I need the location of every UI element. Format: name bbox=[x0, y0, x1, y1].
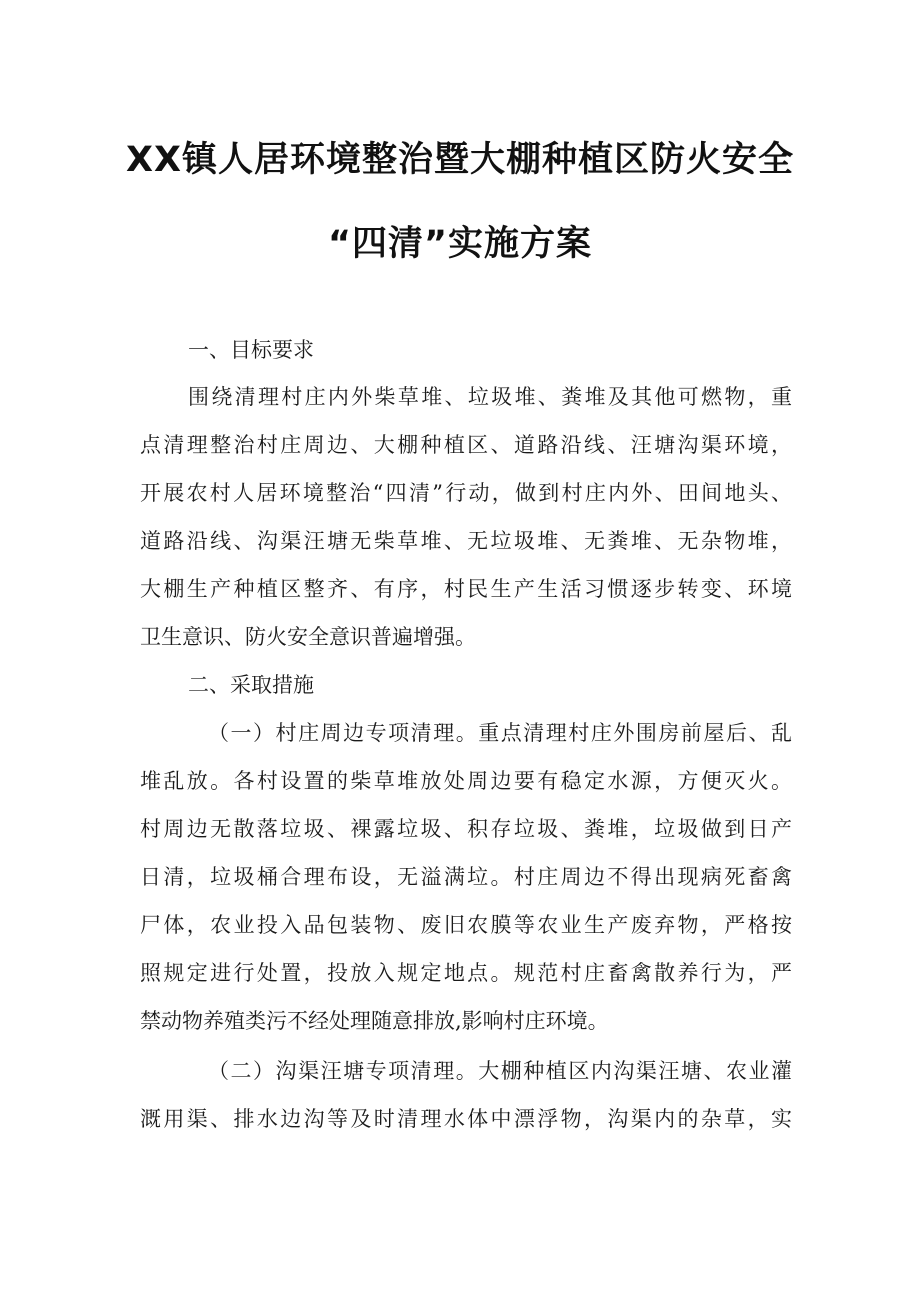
paragraph-line: 大棚生产种植区整齐、有序，村民生产生活习惯逐步转变、环境 bbox=[140, 577, 792, 601]
section-heading-measures: 二、采取措施 bbox=[188, 673, 314, 697]
paragraph-line: 点清理整治村庄周边、大棚种植区、道路沿线、汪塘沟渠环境， bbox=[140, 433, 792, 457]
paragraph-line: 尸体，农业投入品包装物、废旧农膜等农业生产废弃物，严格按 bbox=[140, 913, 792, 937]
paragraph-line: 照规定进行处置，投放入规定地点。规范村庄畜禽散养行为，严 bbox=[140, 961, 792, 985]
paragraph-line: 道路沿线、沟渠汪塘无柴草堆、无垃圾堆、无粪堆、无杂物堆， bbox=[140, 529, 792, 553]
document-title-line-1: XX镇人居环境整治暨大棚种植区防火安全 bbox=[126, 140, 794, 180]
paragraph-line: 日清，垃圾桶合理布设，无溢满垃。村庄周边不得出现病死畜禽 bbox=[140, 865, 792, 889]
paragraph-line: 溉用渠、排水边沟等及时清理水体中漂浮物，沟渠内的杂草，实 bbox=[140, 1107, 792, 1131]
document-title-line-2: “四清”实施方案 bbox=[327, 224, 592, 264]
paragraph-line: 禁动物养殖类污不经处理随意排放,影响村庄环境。 bbox=[140, 1009, 609, 1033]
paragraph-line: 围绕清理村庄内外柴草堆、垃圾堆、粪堆及其他可燃物，重 bbox=[188, 385, 792, 409]
paragraph-line: （二）沟渠汪塘专项清理。大棚种植区内沟渠汪塘、农业灌 bbox=[208, 1059, 792, 1083]
paragraph-line: 村周边无散落垃圾、裸露垃圾、积存垃圾、粪堆，垃圾做到日产 bbox=[140, 817, 792, 841]
paragraph-line: 堆乱放。各村设置的柴草堆放处周边要有稳定水源，方便灭火。 bbox=[140, 769, 792, 793]
paragraph-line: （一）村庄周边专项清理。重点清理村庄外围房前屋后、乱 bbox=[208, 721, 792, 745]
paragraph-line: 开展农村人居环境整治“四清”行动，做到村庄内外、田间地头、 bbox=[140, 481, 792, 505]
section-heading-goals: 一、目标要求 bbox=[188, 338, 314, 362]
paragraph-line: 卫生意识、防火安全意识普遍增强。 bbox=[140, 625, 476, 649]
